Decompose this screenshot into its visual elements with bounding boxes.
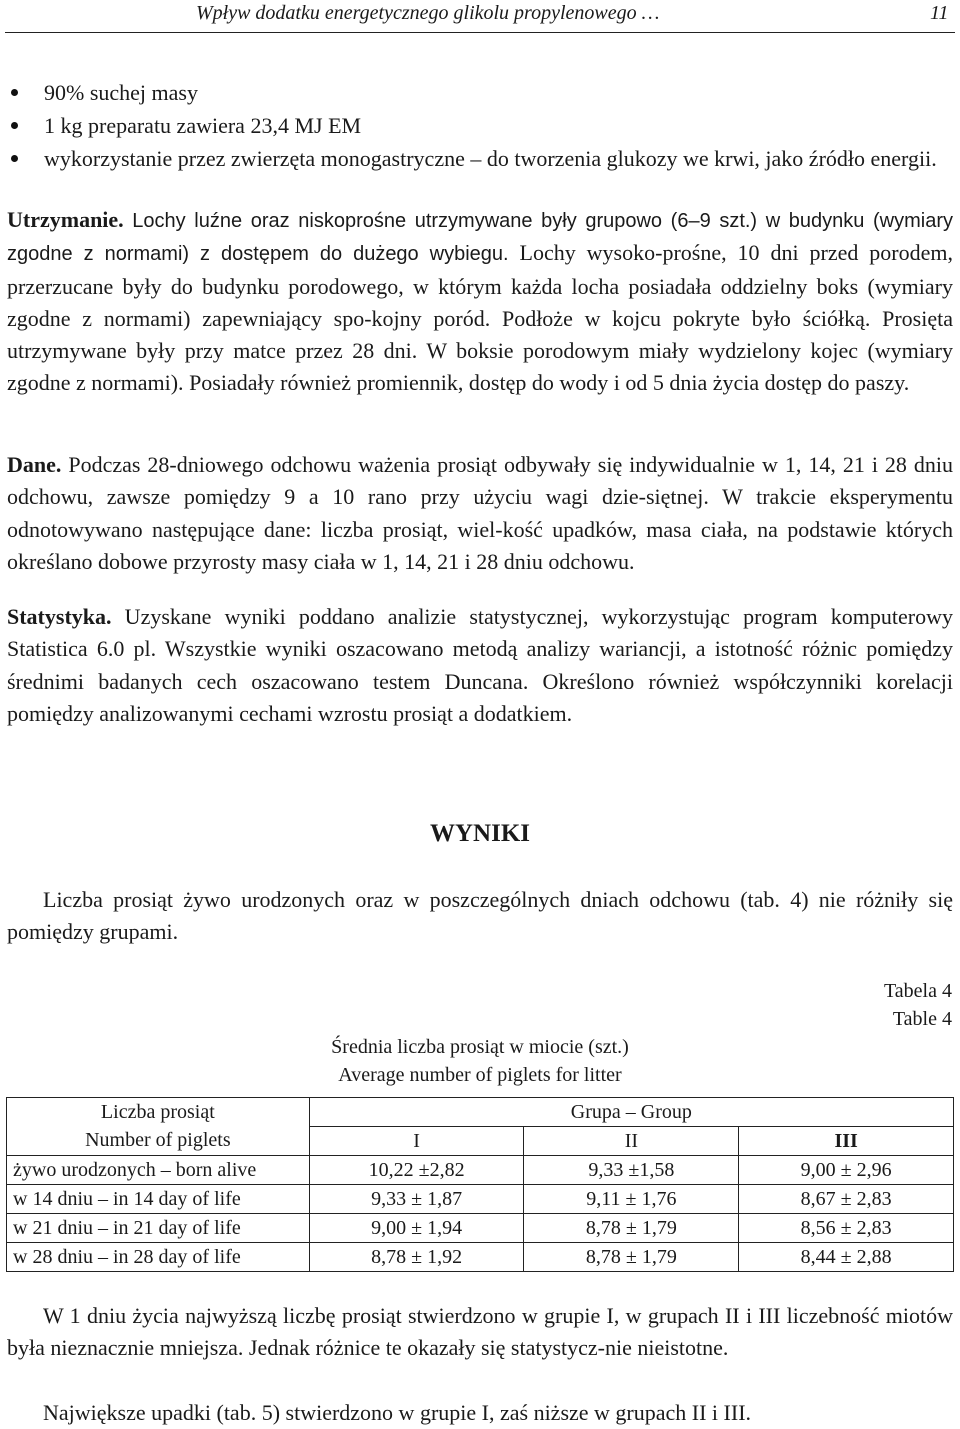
table-cell: 9,11 ± 1,76 bbox=[524, 1185, 739, 1214]
table-cell: 9,00 ± 1,94 bbox=[309, 1214, 524, 1243]
table-cell: 9,33 ±1,58 bbox=[524, 1156, 739, 1185]
table-cell: 8,78 ± 1,92 bbox=[309, 1243, 524, 1272]
bullet-icon bbox=[11, 122, 18, 129]
header-divider bbox=[5, 32, 955, 33]
data-text: Podczas 28-dniowego odchowu ważenia prosiąt odbywały się indywidualnie w 1, 14, 21 i 28 dniu odchowu, zawsze pomiędzy 9 a 10 rano przy użyciu wagi dzie-siętnej. W trakcie eksperymentu odnotowywano następujące dane: liczba prosiąt, wiel-kość upadków, masa ciała, na podstawie których określano dobowe przyrosty masy ciała w 1, 14, 21 i 28 dniu odchowu. bbox=[7, 452, 953, 574]
table-caption-pl: Średnia liczba prosiąt w miocie (szt.) bbox=[331, 1036, 629, 1058]
list-item: wykorzystanie przez zwierzęta monogastryczne – do tworzenia glukozy we krwi, jako źródło energii. bbox=[8, 142, 958, 175]
piglets-table bbox=[6, 1097, 954, 1272]
page-number: 11 bbox=[930, 2, 949, 24]
maintenance-text-tail: Posiadały również promiennik, dostęp do wody i od 5 dnia życia dostęp do paszy. bbox=[183, 370, 910, 396]
running-header bbox=[0, 0, 960, 30]
table-cell: 8,44 ± 2,88 bbox=[739, 1243, 954, 1272]
table-cell: 8,56 ± 2,83 bbox=[739, 1214, 954, 1243]
table-cell: 10,22 ±2,82 bbox=[309, 1156, 524, 1185]
row-label: żywo urodzonych – born alive bbox=[7, 1156, 310, 1185]
table-cell: 8,78 ± 1,79 bbox=[524, 1214, 739, 1243]
table-header-row bbox=[7, 1127, 954, 1156]
row-label: w 28 dniu – in 28 day of life bbox=[7, 1243, 310, 1272]
closing-paragraph-1: W 1 dniu życia najwyższą liczbę prosiąt stwierdzono w grupie I, w grupach II i III liczebność miotów była nieznacznie mniejsza. Jednak różnice te okazały się statystycz-nie nieistotne. bbox=[7, 1303, 953, 1361]
closing-paragraph-2: Największe upadki (tab. 5) stwierdzono w grupie I, zaś niższe w grupach II i III. bbox=[43, 1400, 752, 1425]
bullet-icon bbox=[11, 89, 18, 96]
table-row bbox=[7, 1214, 954, 1243]
statistics-lead: Statystyka. bbox=[7, 604, 112, 629]
row-header-en: Number of piglets bbox=[7, 1127, 310, 1156]
table-cell: 9,00 ± 2,96 bbox=[739, 1156, 954, 1185]
group-header: Grupa – Group bbox=[309, 1098, 953, 1127]
results-heading: WYNIKI bbox=[429, 820, 530, 847]
table-row bbox=[7, 1243, 954, 1272]
table-cell: 8,67 ± 2,83 bbox=[739, 1185, 954, 1214]
data-paragraph bbox=[7, 449, 953, 578]
table-row bbox=[7, 1185, 954, 1214]
table-cell: 8,78 ± 1,79 bbox=[524, 1243, 739, 1272]
row-header-pl: Liczba prosiąt bbox=[7, 1098, 310, 1127]
maintenance-lead: Utrzymanie. bbox=[7, 207, 124, 232]
maintenance-text-sans: Lochy luźne oraz niskoprośne utrzymywane były grupowo (6–9 szt.) w budynku (wymiary zgodne z normami) z dostępem do dużego wybiegu. bbox=[7, 210, 953, 266]
statistics-paragraph bbox=[7, 601, 953, 730]
property-list bbox=[8, 76, 958, 175]
list-item: 90% suchej masy bbox=[8, 76, 958, 109]
list-item: 1 kg preparatu zawiera 23,4 MJ EM bbox=[8, 109, 958, 142]
group-i-header: I bbox=[309, 1127, 524, 1156]
table-row bbox=[7, 1156, 954, 1185]
row-label: w 14 dniu – in 14 day of life bbox=[7, 1185, 310, 1214]
data-lead: Dane. bbox=[7, 452, 62, 477]
bullet-icon bbox=[11, 155, 18, 162]
group-ii-header: II bbox=[524, 1127, 739, 1156]
results-intro: Liczba prosiąt żywo urodzonych oraz w poszczególnych dniach odchowu (tab. 4) nie różniły się pomiędzy grupami. bbox=[7, 887, 953, 945]
table-label-en: Table 4 bbox=[892, 1008, 952, 1030]
maintenance-text: Lochy wysoko-prośne, 10 dni przed porodem, przerzucane były do budynku porodowego, w którym każda locha posiadała oddzielny boks (wymiary zgodne z normami) zapewniający spo-kojny poród. Podłoże w kojcu pokryte było ściółką. Prosięta utrzymywane były przy matce przez 28 dni. W boksie porodowym miały wydzielony kojec (wymiary zgodne z normami). bbox=[7, 240, 953, 396]
table-label-pl: Tabela 4 bbox=[883, 980, 952, 1002]
table-caption-en: Average number of piglets for litter bbox=[338, 1064, 622, 1086]
row-label: w 21 dniu – in 21 day of life bbox=[7, 1214, 310, 1243]
maintenance-paragraph bbox=[7, 204, 953, 400]
table-cell: 9,33 ± 1,87 bbox=[309, 1185, 524, 1214]
group-iii-header: III bbox=[739, 1127, 954, 1156]
table-header-row bbox=[7, 1098, 954, 1127]
running-title: Wpływ dodatku energetycznego glikolu propylenowego … bbox=[196, 2, 660, 24]
statistics-text: Uzyskane wyniki poddano analizie statystycznej, wykorzystując program komputerowy Statistica 6.0 pl. Wszystkie wyniki oszacowano metodą analizy wariancji, a istotność różnic pomiędzy średnimi badanych cech oszacowano testem Duncana. Określono również współczynniki korelacji pomiędzy analizowanymi cechami wzrostu prosiąt a dodatkiem. bbox=[7, 604, 953, 726]
